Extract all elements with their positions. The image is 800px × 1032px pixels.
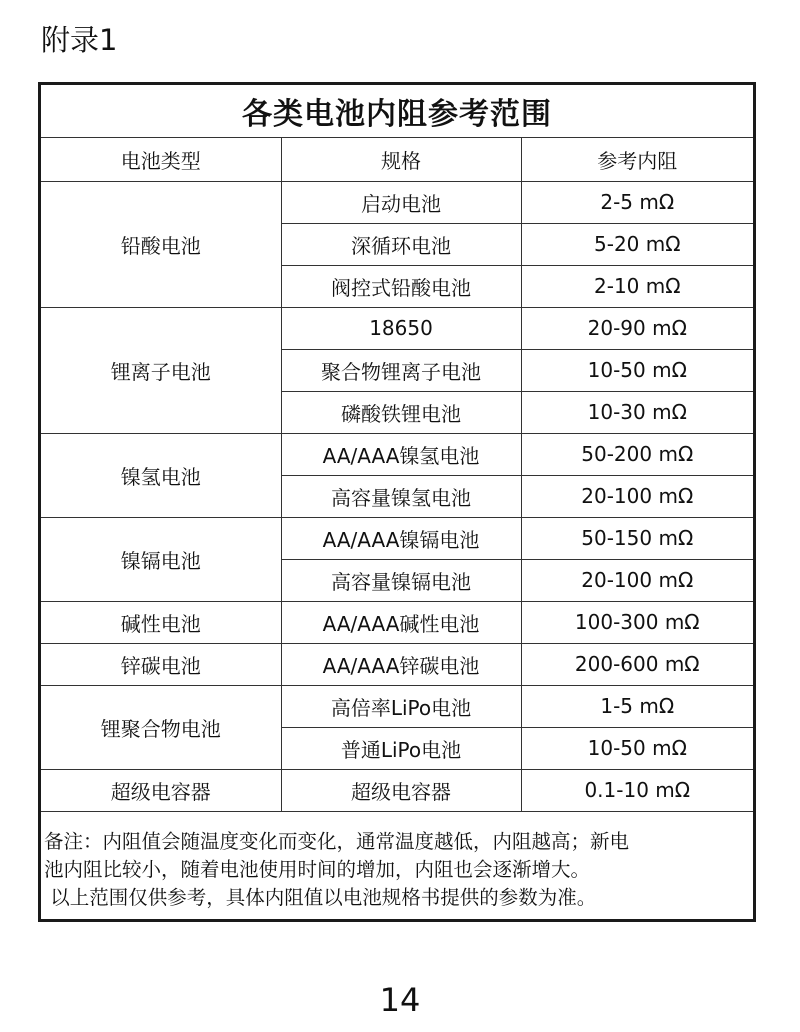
page-number: 14	[379, 981, 421, 1019]
spec-cell: 阀控式铅酸电池	[281, 265, 521, 307]
spec-cell: 高容量镍氢电池	[281, 475, 521, 517]
resistance-cell: 200-600 mΩ	[521, 643, 753, 685]
table-row	[41, 685, 753, 727]
table-row	[41, 307, 753, 349]
battery-type-cell: 碱性电池	[41, 601, 281, 643]
note-line: 池内阻比较小，随着电池使用时间的增加，内阻也会逐渐增大。	[44, 858, 591, 881]
battery-type-cell: 镍镉电池	[41, 517, 281, 601]
resistance-cell: 2-5 mΩ	[521, 181, 753, 223]
spec-cell: AA/AAA锌碳电池	[281, 643, 521, 685]
resistance-cell: 0.1-10 mΩ	[521, 769, 753, 811]
spec-cell: 18650	[281, 307, 521, 349]
spec-cell: 高容量镍镉电池	[281, 559, 521, 601]
battery-type-cell: 锂离子电池	[41, 307, 281, 433]
appendix-label: 附录1	[41, 23, 118, 57]
header-resistance: 参考内阻	[521, 137, 753, 181]
note-line: 备注：内阻值会随温度变化而变化，通常温度越低，内阻越高；新电	[44, 830, 630, 853]
table-title-row	[41, 85, 753, 137]
resistance-cell: 50-200 mΩ	[521, 433, 753, 475]
battery-type-cell: 铅酸电池	[41, 181, 281, 307]
spec-cell: AA/AAA镍镉电池	[281, 517, 521, 559]
resistance-cell: 20-90 mΩ	[521, 307, 753, 349]
spec-cell: 聚合物锂离子电池	[281, 349, 521, 391]
resistance-table-frame	[38, 82, 756, 922]
battery-type-cell: 锌碳电池	[41, 643, 281, 685]
spec-cell: 普通LiPo电池	[281, 727, 521, 769]
resistance-cell: 2-10 mΩ	[521, 265, 753, 307]
table-row	[41, 643, 753, 685]
spec-cell: AA/AAA镍氢电池	[281, 433, 521, 475]
resistance-cell: 1-5 mΩ	[521, 685, 753, 727]
resistance-cell: 5-20 mΩ	[521, 223, 753, 265]
table-row	[41, 601, 753, 643]
header-battery-type: 电池类型	[41, 137, 281, 181]
battery-type-cell: 镍氢电池	[41, 433, 281, 517]
spec-cell: 磷酸铁锂电池	[281, 391, 521, 433]
resistance-cell: 50-150 mΩ	[521, 517, 753, 559]
table-row	[41, 769, 753, 811]
spec-cell: 高倍率LiPo电池	[281, 685, 521, 727]
resistance-cell: 10-50 mΩ	[521, 349, 753, 391]
resistance-cell: 20-100 mΩ	[521, 475, 753, 517]
resistance-cell: 10-30 mΩ	[521, 391, 753, 433]
resistance-cell: 10-50 mΩ	[521, 727, 753, 769]
table-row	[41, 517, 753, 559]
note-line: 以上范围仅供参考，具体内阻值以电池规格书提供的参数为准。	[44, 886, 597, 909]
table-note	[44, 828, 750, 912]
table-title: 各类电池内阻参考范围	[41, 85, 753, 137]
resistance-table	[41, 85, 753, 812]
resistance-cell: 20-100 mΩ	[521, 559, 753, 601]
table-header-row	[41, 137, 753, 181]
resistance-cell: 100-300 mΩ	[521, 601, 753, 643]
table-row	[41, 433, 753, 475]
spec-cell: 深循环电池	[281, 223, 521, 265]
battery-type-cell: 锂聚合物电池	[41, 685, 281, 769]
battery-type-cell: 超级电容器	[41, 769, 281, 811]
spec-cell: 超级电容器	[281, 769, 521, 811]
header-spec: 规格	[281, 137, 521, 181]
table-row	[41, 181, 753, 223]
spec-cell: AA/AAA碱性电池	[281, 601, 521, 643]
spec-cell: 启动电池	[281, 181, 521, 223]
